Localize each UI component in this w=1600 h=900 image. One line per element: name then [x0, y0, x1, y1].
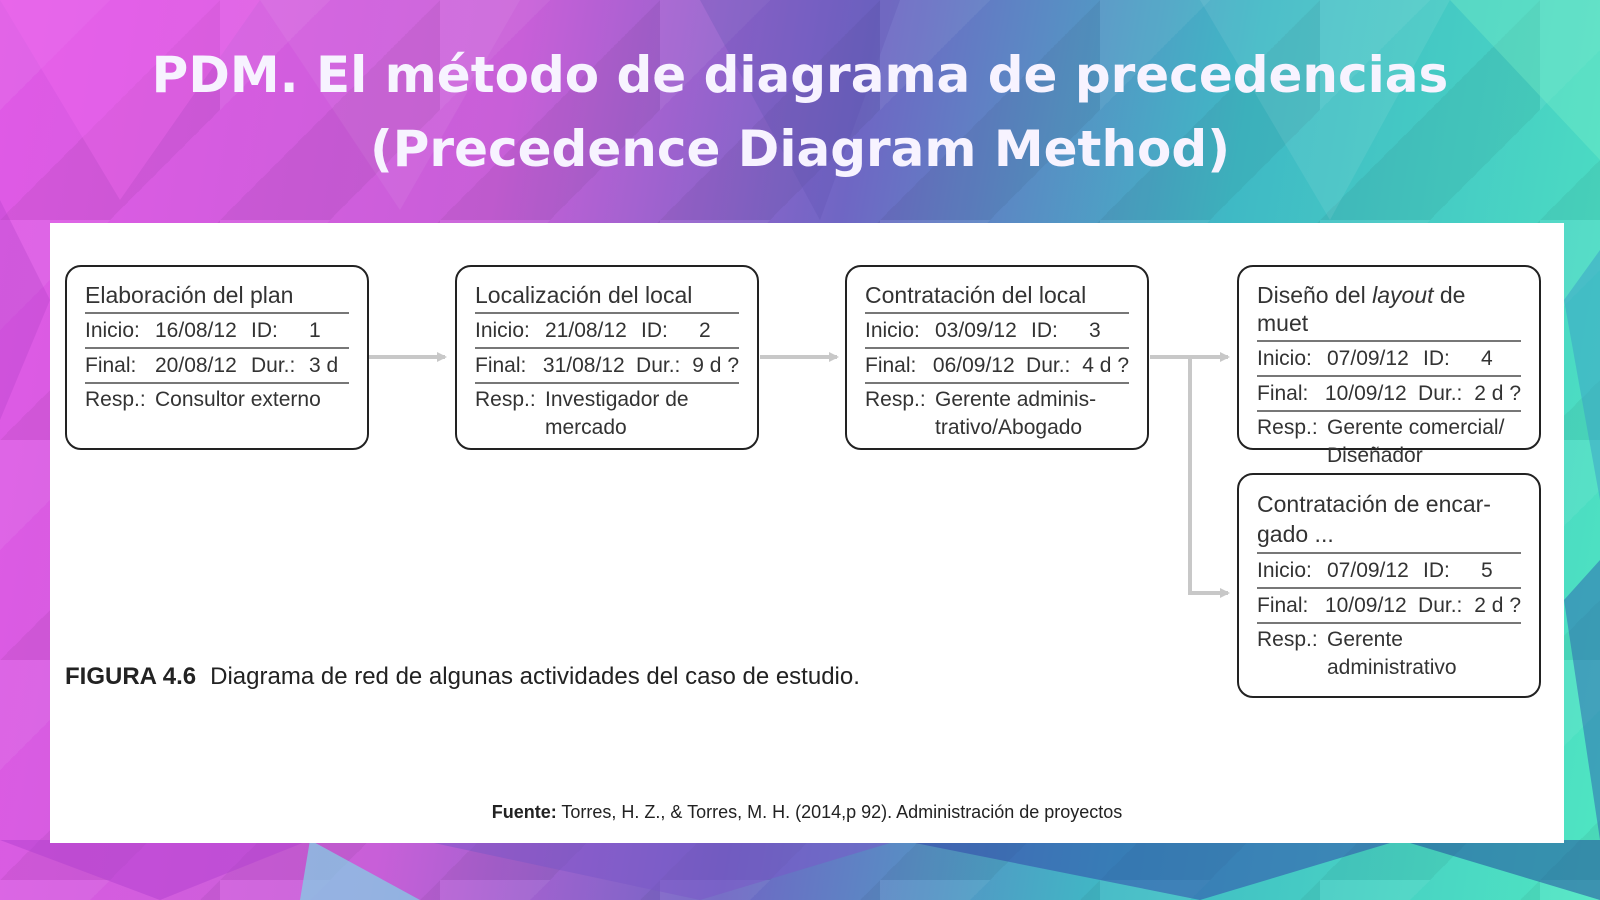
- arrow-3-to-5: [1190, 357, 1228, 593]
- duration-label: Dur.:: [1026, 354, 1071, 377]
- source-citation: [50, 802, 1564, 823]
- activity-id: 4: [1481, 347, 1493, 370]
- activity-box-5: [1237, 473, 1541, 698]
- activity-id: 5: [1481, 559, 1493, 582]
- end-date: 20/08/12: [155, 354, 237, 377]
- activity-box-2: [455, 265, 759, 450]
- responsible-value: Gerente adminis- trativo/Abogado: [935, 388, 1097, 439]
- start-label: Inicio:: [1257, 559, 1312, 582]
- end-label: Final:: [1257, 594, 1309, 617]
- duration-value: 4 d ?: [1082, 354, 1130, 377]
- responsible-label: Resp.:: [475, 388, 536, 411]
- start-label: Inicio:: [475, 319, 530, 342]
- start-date: 07/09/12: [1327, 559, 1409, 582]
- id-label: ID:: [1423, 347, 1450, 370]
- responsible-value: Gerente administrativo: [1327, 628, 1457, 679]
- responsible-value: Consultor externo: [155, 388, 321, 411]
- caption-label: FIGURA 4.6: [65, 663, 197, 690]
- responsible-row: [85, 384, 349, 414]
- start-label: Inicio:: [85, 319, 140, 342]
- end-label: Final:: [475, 354, 527, 377]
- activity-name-pre: Diseño del: [1257, 282, 1373, 308]
- start-date: 03/09/12: [935, 319, 1017, 342]
- start-row: [865, 314, 1129, 349]
- id-label: ID:: [1031, 319, 1058, 342]
- source-text: Torres, H. Z., & Torres, M. H. (2014,p 92). Administración de proyectos: [556, 802, 1123, 822]
- figure-caption: [65, 663, 860, 691]
- source-label: Fuente:: [491, 802, 557, 822]
- start-row: [85, 314, 349, 349]
- duration-label: Dur.:: [1418, 594, 1463, 617]
- title-line-2: (Precedence Diagram Method): [369, 120, 1231, 178]
- activity-name-post: de muet: [1257, 282, 1466, 336]
- responsible-label: Resp.:: [865, 388, 926, 411]
- start-date: 07/09/12: [1327, 347, 1409, 370]
- end-label: Final:: [1257, 382, 1309, 405]
- duration-value: 2 d ?: [1474, 594, 1522, 617]
- end-row: [1257, 589, 1521, 624]
- id-label: ID:: [641, 319, 668, 342]
- end-date: 10/09/12: [1324, 594, 1407, 617]
- duration-label: Dur.:: [251, 354, 296, 377]
- end-row: [85, 349, 349, 384]
- activity-name: Contratación de encar- gado ...: [1257, 489, 1521, 554]
- duration-value: 2 d ?: [1474, 382, 1522, 405]
- activity-box-3: [845, 265, 1149, 450]
- activity-box-4: [1237, 265, 1541, 467]
- end-date: 06/09/12: [932, 354, 1015, 377]
- id-label: ID:: [251, 319, 278, 342]
- start-date: 21/08/12: [545, 319, 627, 342]
- responsible-value: Gerente comercial/ Diseñador: [1327, 416, 1505, 467]
- start-label: Inicio:: [1257, 347, 1312, 370]
- responsible-label: Resp.:: [1257, 628, 1318, 651]
- responsible-label: Resp.:: [1257, 416, 1318, 439]
- activity-name: Contratación del local: [865, 281, 1129, 314]
- responsible-label: Resp.:: [85, 388, 146, 411]
- end-date: 31/08/12: [542, 354, 625, 377]
- end-label: Final:: [865, 354, 917, 377]
- end-label: Final:: [85, 354, 137, 377]
- activity-id: 1: [309, 319, 321, 342]
- end-row: [1257, 377, 1521, 412]
- caption-text: Diagrama de red de algunas actividades del caso de estudio.: [210, 663, 860, 690]
- activity-name: Localización del local: [475, 281, 739, 314]
- id-label: ID:: [1423, 559, 1450, 582]
- slide-title: [0, 38, 1600, 186]
- responsible-value: Investigador de mercado: [545, 388, 689, 439]
- end-date: 10/09/12: [1324, 382, 1407, 405]
- title-line-1: PDM. El método de diagrama de precedencias: [151, 46, 1449, 104]
- start-date: 16/08/12: [155, 319, 237, 342]
- responsible-row: [865, 384, 1129, 442]
- figure-panel: [50, 223, 1564, 843]
- duration-label: Dur.:: [1418, 382, 1463, 405]
- start-row: [1257, 342, 1521, 377]
- start-row: [1257, 554, 1521, 589]
- activity-name: [1257, 281, 1521, 342]
- duration-label: Dur.:: [636, 354, 681, 377]
- duration-value: 3 d: [309, 354, 339, 377]
- duration-value: 9 d ?: [692, 354, 740, 377]
- activity-id: 3: [1089, 319, 1101, 342]
- start-row: [475, 314, 739, 349]
- activity-name-italic: layout: [1372, 282, 1434, 308]
- end-row: [475, 349, 739, 384]
- start-label: Inicio:: [865, 319, 920, 342]
- responsible-row: [475, 384, 739, 442]
- responsible-row: [1257, 624, 1521, 682]
- responsible-row: [1257, 412, 1521, 470]
- activity-box-1: [65, 265, 369, 450]
- activity-name: Elaboración del plan: [85, 281, 349, 314]
- end-row: [865, 349, 1129, 384]
- activity-id: 2: [699, 319, 711, 342]
